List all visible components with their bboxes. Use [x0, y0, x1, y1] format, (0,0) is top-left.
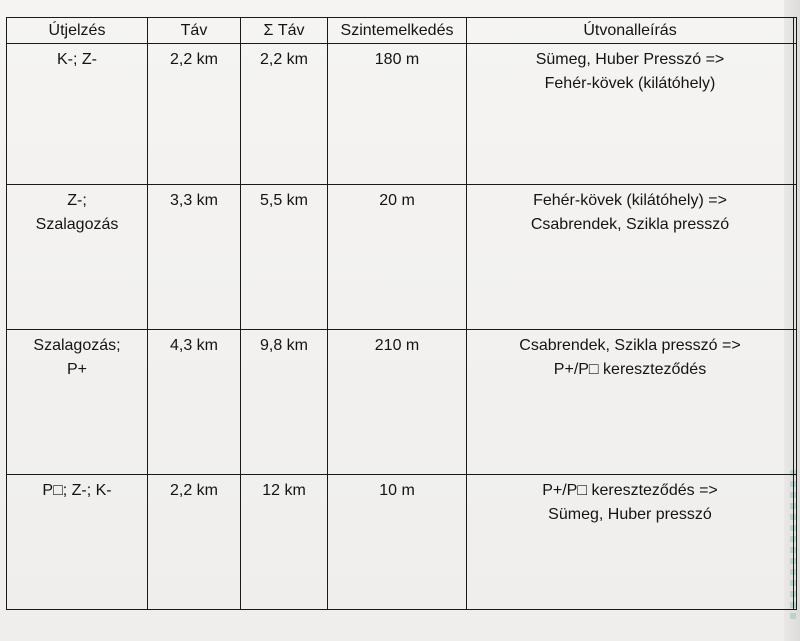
header-elevation-gain: Szintemelkedés — [328, 18, 467, 44]
table-header-row — [7, 18, 797, 44]
cell-distance: 4,3 km — [148, 330, 241, 475]
cell-elevation-gain: 10 m — [328, 475, 467, 610]
cell-cumulative-distance: 9,8 km — [241, 330, 328, 475]
table-row — [7, 185, 797, 330]
header-extra — [794, 18, 797, 44]
cell-cumulative-distance: 12 km — [241, 475, 328, 610]
header-cumulative-distance: Σ Táv — [241, 18, 328, 44]
table-row — [7, 44, 797, 185]
cell-trail-marks: Z-; Szalagozás — [7, 185, 148, 330]
cell-distance: 2,2 km — [148, 475, 241, 610]
cell-trail-marks: P□; Z-; K- — [7, 475, 148, 610]
cell-extra — [794, 475, 797, 610]
header-route-description: Útvonalleírás — [467, 18, 794, 44]
cell-route-description: Csabrendek, Szikla presszó => P+/P□ kereszteződés — [467, 330, 794, 475]
cell-distance: 3,3 km — [148, 185, 241, 330]
cell-elevation-gain: 180 m — [328, 44, 467, 185]
cell-trail-marks: K-; Z- — [7, 44, 148, 185]
cell-extra — [794, 330, 797, 475]
cell-route-description: P+/P□ kereszteződés => Sümeg, Huber presszó — [467, 475, 794, 610]
cell-route-description: Fehér-kövek (kilátóhely) => Csabrendek, Szikla presszó — [467, 185, 794, 330]
cell-elevation-gain: 20 m — [328, 185, 467, 330]
cell-cumulative-distance: 5,5 km — [241, 185, 328, 330]
table-row — [7, 330, 797, 475]
cell-cumulative-distance: 2,2 km — [241, 44, 328, 185]
cell-route-description: Sümeg, Huber Presszó => Fehér-kövek (kilátóhely) — [467, 44, 794, 185]
table-row — [7, 475, 797, 610]
cell-extra — [794, 44, 797, 185]
cell-distance: 2,2 km — [148, 44, 241, 185]
cell-extra — [794, 185, 797, 330]
cell-elevation-gain: 210 m — [328, 330, 467, 475]
header-distance: Táv — [148, 18, 241, 44]
route-table — [6, 17, 797, 610]
header-trail-marks: Útjelzés — [7, 18, 148, 44]
cell-trail-marks: Szalagozás; P+ — [7, 330, 148, 475]
